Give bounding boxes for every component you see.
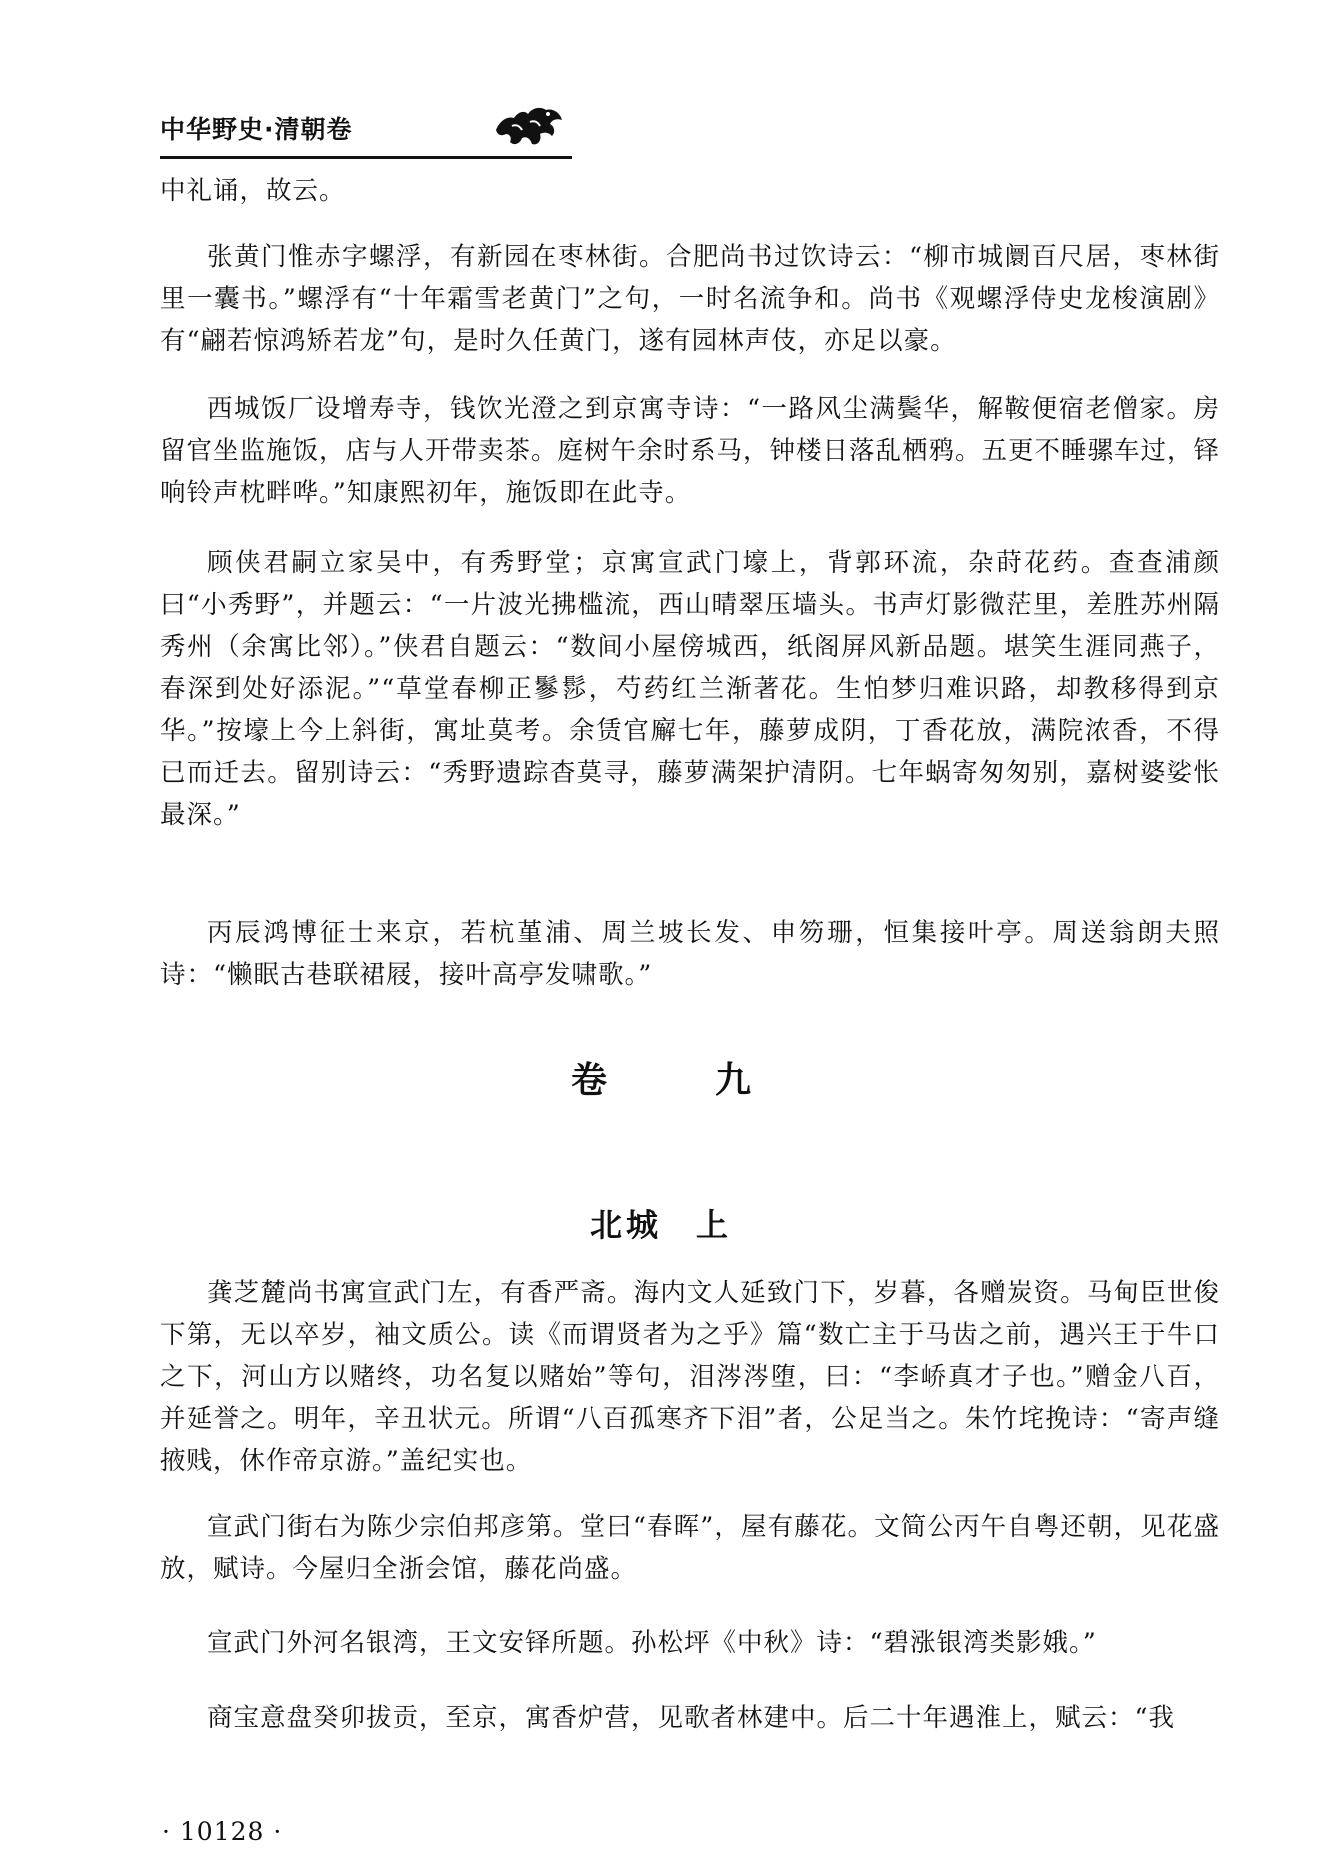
- paragraph-3: 顾侠君嗣立家吴中，有秀野堂；京寓宣武门壕上，背郭环流，杂莳花药。查查浦颜曰“小秀野”，并题云：“一片波光拂槛流，西山晴翠压墙头。书声灯影微茫里，差胜苏州隔秀州（余寓比邻）。”侠君自题云：“数间小屋傍城西，纸阁屏风新品题。堪笑生涯同燕子，春深到处好添泥。”“草堂春柳正鬖髿，芍药红兰渐著花。生怕梦归难识路，却教移得到京华。”按壕上今上斜街，寓址莫考。余赁官廨七年，藤萝成阴，丁香花放，满院浓香，不得已而迁去。留别诗云：“秀野遗踪杳莫寻，藤萝满架护清阴。七年蜗寄匆匆别，嘉树婆娑怅最深。”: [160, 548, 1220, 830]
- paragraph-continuation: 中礼诵，故云。: [160, 176, 346, 206]
- book-title: 中华野史·清朝卷: [160, 115, 353, 144]
- paragraph-5: 龚芝麓尚书寓宣武门左，有香严斋。海内文人延致门下，岁暮，各赠炭资。马甸臣世俊下第，无以卒岁，袖文质公。读《而谓贤者为之乎》篇“数亡主于马齿之前，遇兴王于牛口之下，河山方以赌终，功名复以赌始”等句，泪涔涔堕，曰：“李峤真才子也。”赠金八百，并延誉之。明年，辛丑状元。所谓“八百孤寒齐下泪”者，公足当之。朱竹垞挽诗：“寄声缝掖贱，休作帝京游。”盖纪实也。: [160, 1278, 1220, 1476]
- sub-heading: [0, 1200, 1322, 1246]
- paragraph-8: 商宝意盘癸卯拔贡，至京，寓香炉营，见歌者林建中。后二十年遇淮上，赋云：“我: [207, 1703, 1176, 1733]
- section-heading: 卷 九: [570, 1060, 787, 1101]
- paragraph-1: 张黄门惟赤字螺浮，有新园在枣林街。合肥尚书过饮诗云：“柳市城阛百尺居，枣林街里一囊书。”螺浮有“十年霜雪老黄门”之句，一时名流争和。尚书《观螺浮侍史龙梭演剧》有“翩若惊鸿矫若龙”句，是时久任黄门，遂有园林声伎，亦足以豪。: [160, 242, 1220, 356]
- dragon-emblem-icon: [490, 100, 566, 150]
- running-header: [160, 104, 572, 168]
- paragraph-2: 西城饭厂设增寿寺，钱饮光澄之到京寓寺诗：“一路风尘满鬓华，解鞍便宿老僧家。房留官坐监施饭，店与人开带卖茶。庭树午余时系马，钟楼日落乱栖鸦。五更不睡骡车过，铎响铃声枕畔哗。”知康熙初年，施饭即在此寺。: [160, 394, 1221, 508]
- header-rule: [160, 156, 572, 159]
- page-number: · 10128 ·: [162, 1817, 283, 1846]
- sub-heading-left: 北城: [589, 1206, 662, 1244]
- paragraph-7: 宣武门外河名银湾，王文安铎所题。孙松坪《中秋》诗：“碧涨银湾类影娥。”: [207, 1628, 1097, 1658]
- sub-heading-right: 上: [696, 1206, 733, 1244]
- paragraph-6: 宣武门街右为陈少宗伯邦彦第。堂曰“春晖”，屋有藤花。文简公丙午自粤还朝，见花盛放，赋诗。今屋归全浙会馆，藤花尚盛。: [160, 1512, 1220, 1584]
- paragraph-4: 丙辰鸿博征士来京，若杭堇浦、周兰坡长发、申笏珊，恒集接叶亭。周送翁朗夫照诗：“懒眠古巷联裙屐，接叶高亭发啸歌。”: [160, 918, 1220, 990]
